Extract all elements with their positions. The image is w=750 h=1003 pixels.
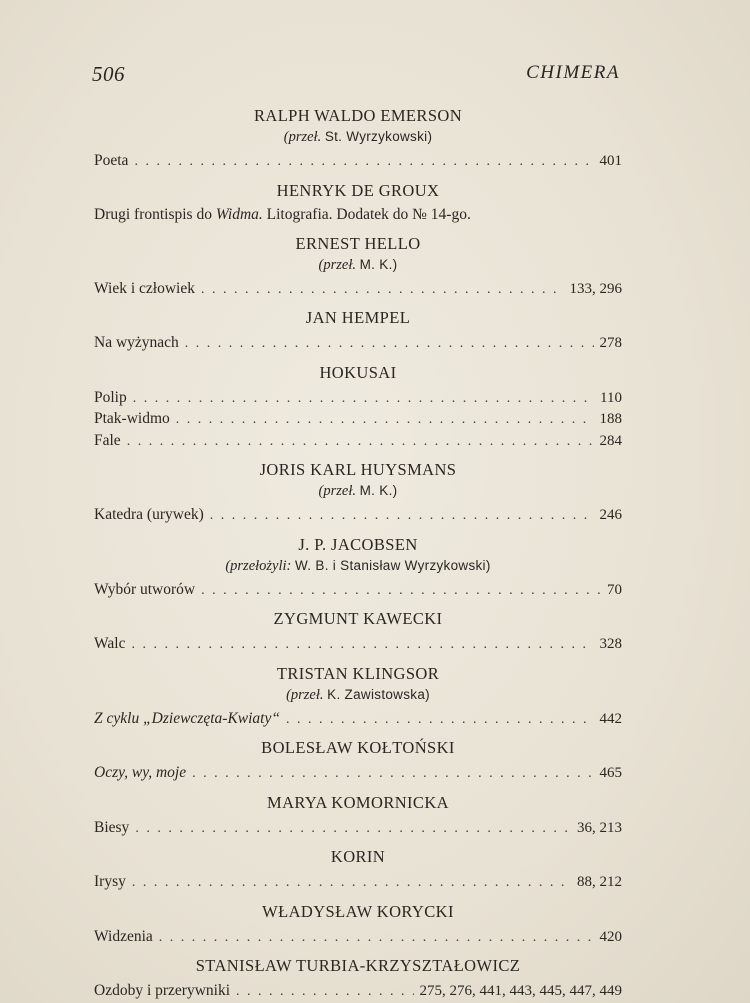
toc-entry xyxy=(94,954,622,1002)
author-name: BOLESŁAW KOŁTOŃSKI xyxy=(261,738,455,757)
dot-leader xyxy=(133,389,594,409)
page-reference: 328 xyxy=(599,636,622,652)
toc-entry xyxy=(94,179,622,225)
work-title: Fale xyxy=(94,431,121,449)
work-title: Na wyżynach xyxy=(94,334,179,351)
work-title: Poeta xyxy=(94,152,129,169)
translator-name: M. K.) xyxy=(359,256,398,272)
author-name: RALPH WALDO EMERSON xyxy=(253,106,463,125)
page-reference: 88, 212 xyxy=(577,874,622,890)
translator-credit xyxy=(94,556,622,576)
translator-credit xyxy=(94,127,622,147)
work-row xyxy=(94,431,622,452)
work-title: Ozdoby i przerywniki xyxy=(94,982,231,999)
table-of-contents xyxy=(94,104,622,1002)
dot-leader xyxy=(131,635,593,655)
page-reference: 442 xyxy=(599,710,622,727)
dot-leader xyxy=(132,873,571,893)
description-text: Litografia. Dodatek do № 14-go. xyxy=(262,205,471,223)
toc-entry xyxy=(94,458,622,526)
toc-entry xyxy=(94,845,622,893)
work-title: Katedra (urywek) xyxy=(94,506,204,523)
toc-entry xyxy=(94,306,622,354)
work-row xyxy=(94,151,622,172)
translator-name: W. B. i Stanisław Wyrzykowski) xyxy=(295,557,491,573)
page-reference: 465 xyxy=(599,765,622,781)
dot-leader xyxy=(135,819,571,839)
translator-name: St. Wyrzykowski) xyxy=(324,129,433,144)
page-reference: 284 xyxy=(599,432,622,449)
toc-entry xyxy=(94,533,622,601)
translator-prefix: (przełożyli: xyxy=(225,557,292,574)
work-title: Polip xyxy=(94,388,127,406)
work-row xyxy=(94,505,622,526)
translator-prefix: (przeł. xyxy=(286,686,324,703)
dot-leader xyxy=(185,334,594,354)
entry-description xyxy=(94,205,622,225)
page-number: 506 xyxy=(92,62,125,86)
page-reference: 401 xyxy=(599,153,622,169)
page-reference: 275, 276, 441, 443, 445, 447, 449 xyxy=(419,983,622,999)
work-row xyxy=(94,333,622,354)
page-reference: 110 xyxy=(600,389,622,406)
dot-leader xyxy=(127,432,594,452)
author-name: TRISTAN KLINGSOR xyxy=(276,663,440,683)
page-reference: 36, 213 xyxy=(577,819,622,836)
dot-leader xyxy=(236,982,413,1002)
author-name: HENRYK DE GROUX xyxy=(276,180,440,200)
author-name: ZYGMUNT KAWECKI xyxy=(273,609,443,628)
toc-entry xyxy=(94,736,622,784)
toc-entry xyxy=(94,791,622,839)
dot-leader xyxy=(192,764,593,784)
translator-credit xyxy=(94,481,622,501)
page-reference: 420 xyxy=(599,928,622,945)
work-title: Irysy xyxy=(94,873,126,890)
work-row xyxy=(94,409,622,430)
work-row xyxy=(94,634,622,655)
page-reference: 278 xyxy=(599,335,622,351)
page-reference: 246 xyxy=(599,507,622,523)
translator-name: K. Zawistowska) xyxy=(327,686,430,702)
page-reference: 70 xyxy=(607,581,622,598)
translator-prefix: (przeł. xyxy=(318,483,357,499)
toc-entry xyxy=(94,232,622,300)
toc-entry xyxy=(94,662,622,730)
translator-prefix: (przeł. xyxy=(318,256,357,273)
author-name: KORIN xyxy=(330,847,386,866)
work-row xyxy=(94,279,622,300)
dot-leader xyxy=(176,410,594,430)
work-title: Biesy xyxy=(94,818,130,836)
author-name: STANISŁAW TURBIA-KRZYSZTAŁOWICZ xyxy=(195,956,521,975)
toc-entry xyxy=(94,361,622,452)
dot-leader xyxy=(201,581,601,601)
dot-leader xyxy=(201,280,564,300)
work-row xyxy=(94,872,622,893)
work-title: Z cyklu „Dziewczęta-Kwiaty“ xyxy=(94,709,280,727)
work-row xyxy=(94,927,622,948)
work-title: Ptak-widmo xyxy=(94,410,170,427)
work-row xyxy=(94,580,622,601)
work-title: Oczy, wy, moje xyxy=(94,764,187,781)
work-row xyxy=(94,709,622,730)
work-row xyxy=(94,981,622,1002)
author-name: WŁADYSŁAW KORYCKI xyxy=(262,901,454,921)
translator-credit xyxy=(94,685,622,705)
author-name: MARYA KOMORNICKA xyxy=(267,792,449,812)
author-name: JAN HEMPEL xyxy=(305,308,411,327)
work-title: Widzenia xyxy=(94,927,153,945)
author-name: J. P. JACOBSEN xyxy=(298,534,418,554)
work-row xyxy=(94,388,622,409)
work-title: Walc xyxy=(94,635,126,652)
dot-leader xyxy=(210,506,594,526)
dot-leader xyxy=(286,710,594,730)
work-row xyxy=(94,818,622,839)
work-row xyxy=(94,763,622,784)
work-title: Wiek i człowiek xyxy=(94,279,195,297)
toc-entry xyxy=(94,900,622,948)
dot-leader xyxy=(159,928,594,948)
toc-entry xyxy=(94,104,622,172)
author-name: JORIS KARL HUYSMANS xyxy=(259,460,457,479)
translator-name: M. K.) xyxy=(359,483,398,498)
translator-prefix: (przeł. xyxy=(283,129,322,145)
author-name: HOKUSAI xyxy=(319,362,397,382)
description-text: Drugi frontispis do xyxy=(94,205,216,223)
description-italic-title: Widma. xyxy=(215,205,263,223)
toc-entry xyxy=(94,607,622,655)
translator-credit xyxy=(94,255,622,275)
page-reference: 133, 296 xyxy=(569,280,622,297)
running-head xyxy=(92,62,620,88)
work-title: Wybór utworów xyxy=(94,580,196,598)
dot-leader xyxy=(134,152,593,172)
author-name: ERNEST HELLO xyxy=(295,233,421,253)
journal-title: CHIMERA xyxy=(526,62,620,83)
page-reference: 188 xyxy=(599,411,622,427)
